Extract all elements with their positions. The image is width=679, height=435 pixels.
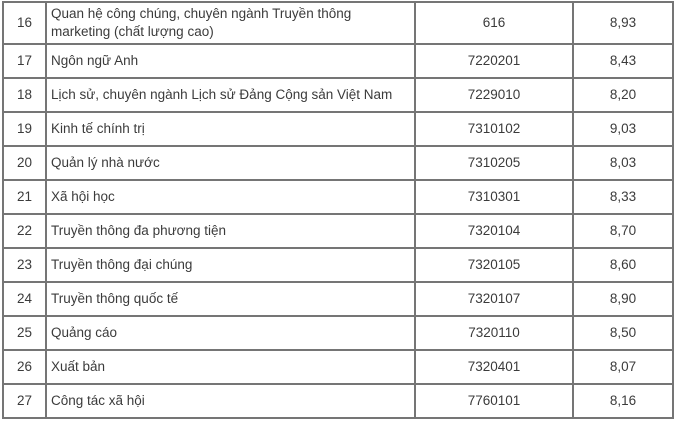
row-number-cell: 16 bbox=[3, 2, 46, 44]
score-cell: 8,33 bbox=[573, 180, 673, 214]
row-number-cell: 20 bbox=[3, 146, 46, 180]
table-row bbox=[3, 112, 673, 146]
major-code-cell: 7760101 bbox=[415, 384, 573, 418]
major-name-cell: Kinh tế chính trị bbox=[46, 112, 415, 146]
major-code-cell: 7229010 bbox=[415, 78, 573, 112]
table-row bbox=[3, 384, 673, 418]
admission-scores-table bbox=[2, 1, 674, 419]
row-number-cell: 24 bbox=[3, 282, 46, 316]
major-name-cell: Ngôn ngữ Anh bbox=[46, 44, 415, 78]
table-row bbox=[3, 44, 673, 78]
major-name-cell: Xã hội học bbox=[46, 180, 415, 214]
row-number-cell: 21 bbox=[3, 180, 46, 214]
major-code-cell: 7320110 bbox=[415, 316, 573, 350]
table-row bbox=[3, 78, 673, 112]
table-row bbox=[3, 146, 673, 180]
score-cell: 8,03 bbox=[573, 146, 673, 180]
score-cell: 9,03 bbox=[573, 112, 673, 146]
major-name-cell: Lịch sử, chuyên ngành Lịch sử Đảng Cộng sản Việt Nam bbox=[46, 78, 415, 112]
score-cell: 8,70 bbox=[573, 214, 673, 248]
row-number-cell: 22 bbox=[3, 214, 46, 248]
admission-scores-table-container bbox=[2, 1, 672, 419]
major-code-cell: 7310205 bbox=[415, 146, 573, 180]
score-cell: 8,16 bbox=[573, 384, 673, 418]
major-code-cell: 7220201 bbox=[415, 44, 573, 78]
score-cell: 8,20 bbox=[573, 78, 673, 112]
major-code-cell: 616 bbox=[415, 2, 573, 44]
score-cell: 8,90 bbox=[573, 282, 673, 316]
table-row bbox=[3, 316, 673, 350]
major-name-cell: Xuất bản bbox=[46, 350, 415, 384]
major-name-cell: Quản lý nhà nước bbox=[46, 146, 415, 180]
row-number-cell: 18 bbox=[3, 78, 46, 112]
row-number-cell: 26 bbox=[3, 350, 46, 384]
major-code-cell: 7320104 bbox=[415, 214, 573, 248]
major-name-cell: Quan hệ công chúng, chuyên ngành Truyền thông marketing (chất lượng cao) bbox=[46, 2, 415, 44]
admissions-table-body bbox=[3, 2, 673, 418]
row-number-cell: 25 bbox=[3, 316, 46, 350]
major-name-cell: Truyền thông đa phương tiện bbox=[46, 214, 415, 248]
major-name-cell: Quảng cáo bbox=[46, 316, 415, 350]
major-code-cell: 7310301 bbox=[415, 180, 573, 214]
major-code-cell: 7320105 bbox=[415, 248, 573, 282]
table-row bbox=[3, 350, 673, 384]
table-row bbox=[3, 214, 673, 248]
score-cell: 8,60 bbox=[573, 248, 673, 282]
major-name-cell: Công tác xã hội bbox=[46, 384, 415, 418]
major-code-cell: 7320107 bbox=[415, 282, 573, 316]
table-row bbox=[3, 248, 673, 282]
row-number-cell: 19 bbox=[3, 112, 46, 146]
major-code-cell: 7320401 bbox=[415, 350, 573, 384]
row-number-cell: 17 bbox=[3, 44, 46, 78]
score-cell: 8,07 bbox=[573, 350, 673, 384]
major-name-cell: Truyền thông quốc tế bbox=[46, 282, 415, 316]
score-cell: 8,93 bbox=[573, 2, 673, 44]
row-number-cell: 23 bbox=[3, 248, 46, 282]
score-cell: 8,43 bbox=[573, 44, 673, 78]
table-row bbox=[3, 180, 673, 214]
row-number-cell: 27 bbox=[3, 384, 46, 418]
score-cell: 8,50 bbox=[573, 316, 673, 350]
table-row bbox=[3, 282, 673, 316]
major-code-cell: 7310102 bbox=[415, 112, 573, 146]
major-name-cell: Truyền thông đại chúng bbox=[46, 248, 415, 282]
table-row bbox=[3, 2, 673, 44]
